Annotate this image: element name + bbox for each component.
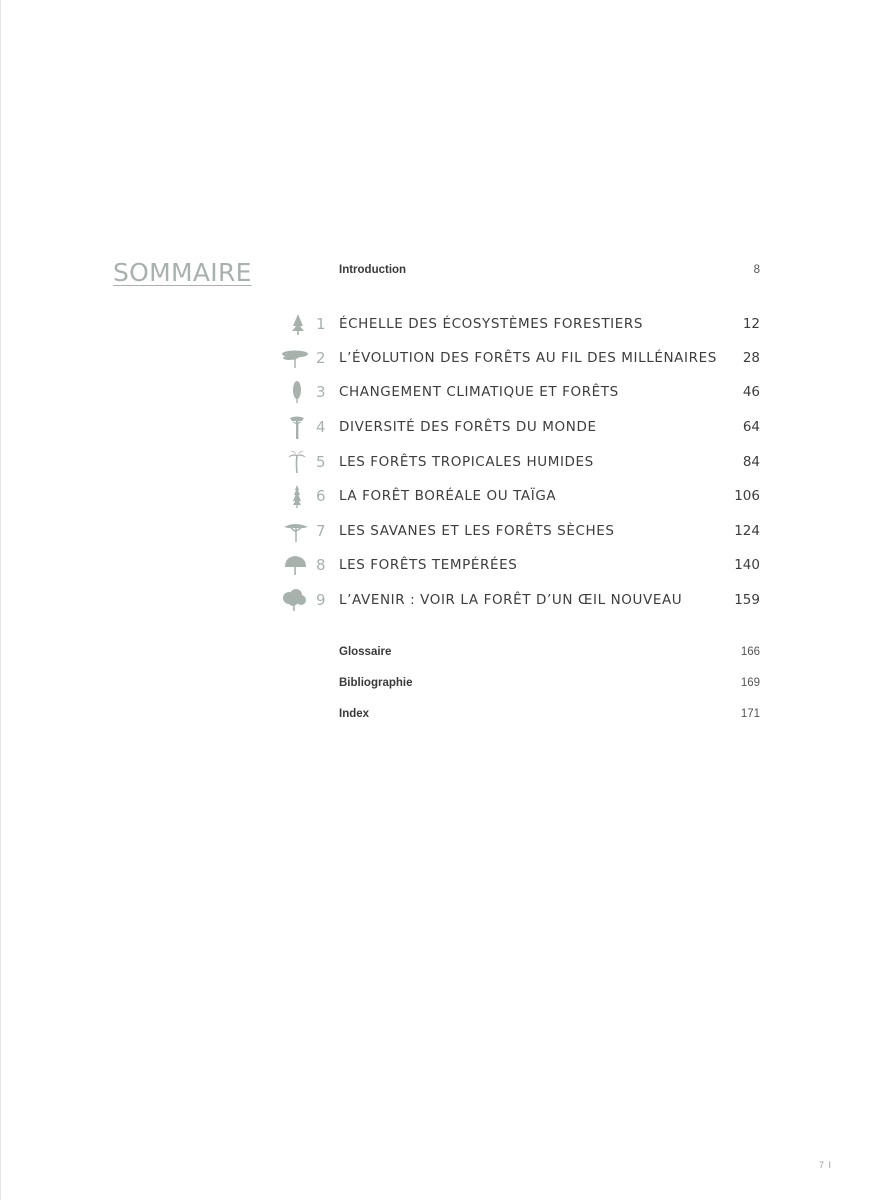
chapter-number: 1 bbox=[316, 315, 326, 333]
oak-tree-icon bbox=[280, 588, 310, 612]
broadleaf-tree-icon bbox=[282, 553, 312, 577]
spruce-tree-icon bbox=[284, 484, 314, 508]
chapter-title: L’AVENIR : VOIR LA FORÊT D’UN ŒIL NOUVEAU bbox=[339, 592, 683, 608]
backmatter-label: Index bbox=[339, 708, 370, 720]
toc-intro-row[interactable] bbox=[0, 258, 874, 282]
chapter-page: 106 bbox=[734, 488, 760, 504]
toc-intro-label: Introduction bbox=[339, 264, 407, 276]
toc-chapter-row[interactable] bbox=[0, 380, 874, 404]
chapter-page: 64 bbox=[742, 419, 760, 435]
chapter-page: 12 bbox=[742, 316, 760, 332]
chapter-title: ÉCHELLE DES ÉCOSYSTÈMES FORESTIERS bbox=[339, 316, 644, 332]
chapter-page: 84 bbox=[742, 454, 760, 470]
page-title: SOMMAIRE bbox=[113, 258, 252, 287]
chapter-number: 5 bbox=[316, 453, 326, 471]
chapter-page: 159 bbox=[734, 592, 760, 608]
backmatter-label: Bibliographie bbox=[339, 677, 413, 689]
page-number: 7 I bbox=[819, 1160, 833, 1170]
chapter-number: 4 bbox=[316, 418, 326, 436]
palm-tree-icon bbox=[284, 450, 314, 474]
chapter-title: LES SAVANES ET LES FORÊTS SÈCHES bbox=[339, 523, 615, 539]
toc-chapter-row[interactable] bbox=[0, 588, 874, 612]
toc-chapter-row[interactable] bbox=[0, 450, 874, 474]
chapter-number: 2 bbox=[316, 349, 326, 367]
toc-chapter-row[interactable] bbox=[0, 312, 874, 336]
chapter-title: L’ÉVOLUTION DES FORÊTS AU FIL DES MILLÉNAIRES bbox=[339, 350, 717, 366]
chapter-number: 6 bbox=[316, 487, 326, 505]
chapter-page: 28 bbox=[742, 350, 760, 366]
toc-intro-page: 8 bbox=[753, 264, 760, 276]
toc-backmatter-row[interactable] bbox=[0, 671, 874, 695]
chapter-number: 3 bbox=[316, 383, 326, 401]
poplar-tree-icon bbox=[284, 380, 314, 404]
chapter-page: 124 bbox=[734, 523, 760, 539]
toc-chapter-row[interactable] bbox=[0, 346, 874, 370]
backmatter-page: 169 bbox=[740, 677, 760, 689]
toc-chapter-row[interactable] bbox=[0, 484, 874, 508]
chapter-page: 140 bbox=[734, 557, 760, 573]
toc-chapter-row[interactable] bbox=[0, 553, 874, 577]
chapter-page: 46 bbox=[742, 384, 760, 400]
toc-chapter-row[interactable] bbox=[0, 415, 874, 439]
tall-tree-icon bbox=[284, 415, 314, 439]
backmatter-page: 166 bbox=[740, 646, 760, 658]
toc-backmatter-row[interactable] bbox=[0, 702, 874, 726]
chapter-title: DIVERSITÉ DES FORÊTS DU MONDE bbox=[339, 419, 597, 435]
acacia-tree-icon bbox=[280, 346, 310, 370]
backmatter-page: 171 bbox=[740, 708, 760, 720]
chapter-number: 9 bbox=[316, 591, 326, 609]
chapter-number: 8 bbox=[316, 556, 326, 574]
toc-backmatter-row[interactable] bbox=[0, 640, 874, 664]
chapter-title: LES FORÊTS TROPICALES HUMIDES bbox=[339, 454, 594, 470]
chapter-title: LA FORÊT BORÉALE OU TAÏGA bbox=[339, 488, 557, 504]
backmatter-label: Glossaire bbox=[339, 646, 392, 658]
savanna-tree-icon bbox=[282, 519, 312, 543]
chapter-number: 7 bbox=[316, 522, 326, 540]
chapter-title: CHANGEMENT CLIMATIQUE ET FORÊTS bbox=[339, 384, 619, 400]
conifer-tree-icon bbox=[284, 312, 314, 336]
toc-chapter-row[interactable] bbox=[0, 519, 874, 543]
chapter-title: LES FORÊTS TEMPÉRÉES bbox=[339, 557, 518, 573]
